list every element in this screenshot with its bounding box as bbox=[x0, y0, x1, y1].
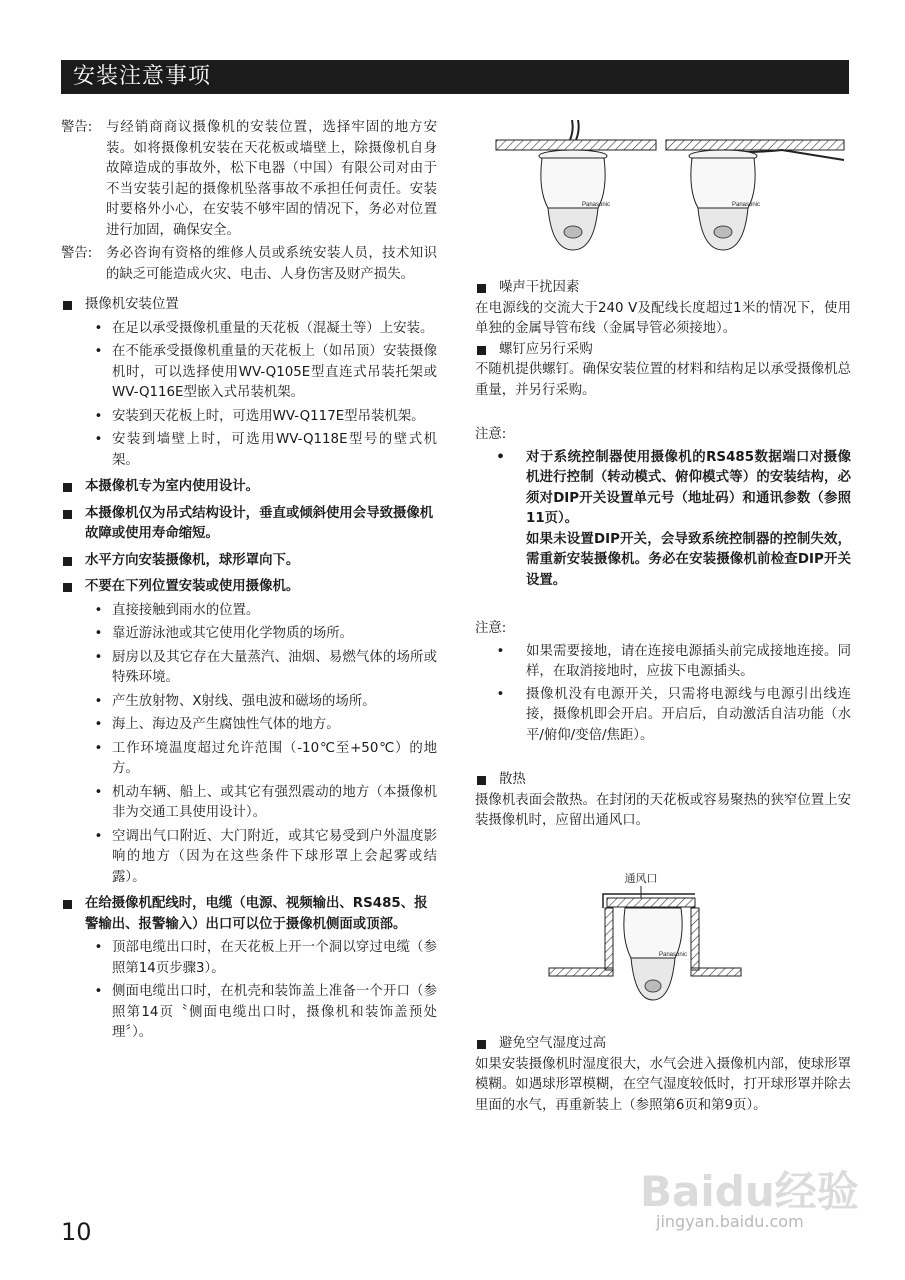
list-item-text: 直接接触到雨水的位置。 bbox=[112, 602, 260, 618]
warning-text: 与经销商商议摄像机的安装位置，选择牢固的地方安装。如将摄像机安装在天花板或墙壁上，除摄像机自身故障造成的事故外，松下电器（中国）有限公司对由于不当安装引起的摄像机坠落事故不承担任何责任。安装时要格外小心，在安装不够牢固的情况下，务必对位置进行加固，确保安全。 bbox=[106, 120, 437, 238]
warning-1 bbox=[61, 118, 437, 241]
section-heading bbox=[475, 340, 851, 361]
note-item: • 摄像机没有电源开关，只需将电源线与电源引出线连接，摄像机即会开启。开启后，自动激活自洁功能（水平/俯仰/变倍/焦距）。 bbox=[475, 685, 851, 747]
svg-text:Panasonic: Panasonic bbox=[732, 202, 761, 208]
svg-text:Baidu经验: Baidu经验 bbox=[640, 1167, 859, 1216]
section-title: 螺钉应另行采购 bbox=[499, 341, 593, 357]
warning-label: 警告: bbox=[61, 120, 93, 135]
paragraph: 在电源线的交流大于240 V及配线长度超过1米的情况下，使用单独的金属导管布线（金属导管必须接地）。 bbox=[475, 300, 851, 336]
section-title: 本摄像机仅为吊式结构设计，垂直或倾斜使用会导致摄像机故障或使用寿命缩短。 bbox=[85, 505, 434, 541]
list-item: • 安装到墙壁上时，可选用WV-Q118E型号的壁式机架。 bbox=[61, 430, 437, 471]
list-item: • 空调出气口附近、大门附近，或其它易受到户外温度影响的地方（因为在这些条件下球形罩上会起雾或结露）。 bbox=[61, 827, 437, 889]
note-text: 摄像机没有电源开关，只需将电源线与电源引出线连接，摄像机即会开启。开启后，自动激活自洁功能（水平/俯仰/变倍/焦距）。 bbox=[526, 686, 851, 743]
list-item: • 机动车辆、船上、或其它有强烈震动的地方（本摄像机非为交通工具使用设计）。 bbox=[61, 783, 437, 824]
vent-label: 通风口 bbox=[624, 872, 658, 885]
note-item: • 对于系统控制器使用摄像机的RS485数据端口对摄像机进行控制（转动模式、俯仰模式等）的安装结构，必须对DIP开关设置单元号（地址码）和通讯参数（参照11页）。 如果未设置DIP开关，会导致系统控制器的控制失效，需重新安装摄像机。务必在安装摄像机前检查DIP开关设置。 bbox=[475, 448, 851, 592]
svg-text:Panasonic: Panasonic bbox=[582, 202, 611, 208]
section-heading bbox=[475, 770, 851, 791]
square-bullet-icon bbox=[61, 551, 85, 572]
square-bullet-icon bbox=[61, 477, 85, 498]
section-title: 在给摄像机配线时，电缆（电源、视频输出、RS485、报警输出、报警输入）出口可以位于摄像机侧面或顶部。 bbox=[85, 896, 428, 932]
list-item-text: 工作环境温度超过允许范围（-10℃至+50℃）的地方。 bbox=[112, 740, 437, 776]
list-item-text: 产生放射物、X射线、强电波和磁场的场所。 bbox=[112, 693, 376, 709]
baidu-watermark-logo bbox=[640, 1150, 870, 1250]
page-title: 安装注意事项 bbox=[61, 60, 849, 94]
list-item-text: 侧面电缆出口时，在机壳和装饰盖上准备一个开口（参照第14页〝侧面电缆出口时，摄像机和装饰盖预处理〞）。 bbox=[112, 984, 437, 1040]
square-bullet-icon bbox=[475, 340, 499, 361]
square-bullet-icon bbox=[61, 504, 85, 545]
note-text: 对于系统控制器使用摄像机的RS485数据端口对摄像机进行控制（转动模式、俯仰模式等）的安装结构，必须对DIP开关设置单元号（地址码）和通讯参数（参照11页）。 bbox=[526, 449, 851, 526]
list-item-text: 安装到天花板上时，可选用WV-Q117E型吊装机架。 bbox=[112, 408, 425, 424]
section-heading bbox=[61, 504, 437, 545]
section-heading bbox=[61, 577, 437, 598]
list-item-text: 在不能承受摄像机重量的天花板上（如吊顶）安装摄像机时，可以选择使用WV-Q105E型直连式吊装托架或WV-Q116E型嵌入式吊装机架。 bbox=[112, 344, 437, 400]
list-item: • 海上、海边及产生腐蚀性气体的地方。 bbox=[61, 715, 437, 736]
paragraph: 不随机提供螺钉。确保安装位置的材料和结构足以承受摄像机总重量，并另行采购。 bbox=[475, 362, 851, 398]
square-bullet-icon bbox=[475, 770, 499, 791]
svg-text:Panasonic: Panasonic bbox=[659, 952, 688, 958]
section-title: 避免空气湿度过高 bbox=[499, 1036, 607, 1051]
section-heading bbox=[475, 278, 851, 299]
section-title: 本摄像机专为室内使用设计。 bbox=[85, 479, 260, 494]
list-item: • 安装到天花板上时，可选用WV-Q117E型吊装机架。 bbox=[61, 407, 437, 428]
list-item-text: 机动车辆、船上、或其它有强烈震动的地方（本摄像机非为交通工具使用设计）。 bbox=[112, 784, 437, 820]
ceiling-mount-illustration bbox=[492, 120, 848, 260]
section-title: 摄像机安装位置 bbox=[85, 297, 179, 312]
section-heading bbox=[61, 551, 437, 572]
section-title: 不要在下列位置安装或使用摄像机。 bbox=[85, 579, 300, 594]
square-bullet-icon bbox=[61, 894, 85, 935]
warning-label: 警告: bbox=[61, 246, 93, 261]
square-bullet-icon bbox=[475, 1034, 499, 1055]
dome-camera-right bbox=[689, 150, 760, 250]
vent-illustration bbox=[545, 868, 745, 1008]
note-label: 注意: bbox=[475, 621, 507, 636]
paragraph: 摄像机表面会散热。在封闭的天花板或容易聚热的狭窄位置上安装摄像机时，应留出通风口。 bbox=[475, 792, 851, 828]
section-heading bbox=[61, 295, 437, 316]
note-label: 注意: bbox=[475, 427, 507, 442]
right-column bbox=[475, 278, 851, 832]
note-text: 如果未设置DIP开关，会导致系统控制器的控制失效，需重新安装摄像机。务必在安装摄像机前检查DIP开关设置。 bbox=[526, 531, 851, 588]
note-text: 如果需要接地，请在连接电源插头前完成接地连接。同样，在取消接地时，应拔下电源插头。 bbox=[526, 643, 851, 679]
list-item: • 侧面电缆出口时，在机壳和装饰盖上准备一个开口（参照第14页〝侧面电缆出口时，摄像机和装饰盖预处理〞）。 bbox=[61, 982, 437, 1044]
list-item-text: 在足以承受摄像机重量的天花板（混凝土等）上安装。 bbox=[112, 320, 434, 336]
square-bullet-icon bbox=[61, 577, 85, 598]
list-item: • 产生放射物、X射线、强电波和磁场的场所。 bbox=[61, 692, 437, 713]
dome-camera-left bbox=[539, 150, 610, 250]
list-item-text: 安装到墙壁上时，可选用WV-Q118E型号的壁式机架。 bbox=[112, 432, 437, 468]
list-item-text: 空调出气口附近、大门附近，或其它易受到户外温度影响的地方（因为在这些条件下球形罩上会起雾或结露）。 bbox=[112, 828, 437, 885]
warning-2 bbox=[61, 244, 437, 285]
list-item-text: 海上、海边及产生腐蚀性气体的地方。 bbox=[112, 717, 340, 732]
humidity-section bbox=[475, 1034, 851, 1116]
list-item: • 厨房以及其它存在大量蒸汽、油烟、易燃气体的场所或特殊环境。 bbox=[61, 648, 437, 689]
list-item: • 直接接触到雨水的位置。 bbox=[61, 601, 437, 622]
page-number: 10 bbox=[61, 1218, 92, 1246]
list-item: • 顶部电缆出口时，在天花板上开一个洞以穿过电缆（参照第14页步骤3）。 bbox=[61, 938, 437, 979]
dome-camera bbox=[624, 908, 687, 1000]
watermark-url: jingyan.baidu.com bbox=[656, 1212, 804, 1231]
list-item: • 靠近游泳池或其它使用化学物质的场所。 bbox=[61, 624, 437, 645]
list-item: • 工作环境温度超过允许范围（-10℃至+50℃）的地方。 bbox=[61, 739, 437, 780]
square-bullet-icon bbox=[475, 278, 499, 299]
list-item: • 在足以承受摄像机重量的天花板（混凝土等）上安装。 bbox=[61, 319, 437, 340]
section-heading bbox=[61, 894, 437, 935]
section-title: 水平方向安装摄像机，球形罩向下。 bbox=[85, 552, 300, 568]
list-item-text: 厨房以及其它存在大量蒸汽、油烟、易燃气体的场所或特殊环境。 bbox=[112, 649, 437, 685]
paragraph: 如果安装摄像机时湿度很大，水气会进入摄像机内部，使球形罩模糊。如遇球形罩模糊，在空气湿度较低时，打开球形罩并除去里面的水气，再重新装上（参照第6页和第9页）。 bbox=[475, 1056, 851, 1113]
list-item: • 在不能承受摄像机重量的天花板上（如吊顶）安装摄像机时，可以选择使用WV-Q105E型直连式吊装托架或WV-Q116E型嵌入式吊装机架。 bbox=[61, 342, 437, 404]
section-title: 散热 bbox=[499, 772, 526, 787]
section-heading bbox=[61, 477, 437, 498]
list-item-text: 靠近游泳池或其它使用化学物质的场所。 bbox=[112, 626, 354, 641]
warning-text: 务必咨询有资格的维修人员或系统安装人员，技术知识的缺乏可能造成火灾、电击、人身伤害及财产损失。 bbox=[106, 246, 437, 282]
section-heading bbox=[475, 1034, 851, 1055]
square-bullet-icon bbox=[61, 295, 85, 316]
left-column bbox=[61, 118, 437, 1044]
section-title: 噪声干扰因素 bbox=[499, 280, 580, 295]
list-item-text: 顶部电缆出口时，在天花板上开一个洞以穿过电缆（参照第14页步骤3）。 bbox=[112, 940, 437, 976]
note-item: • 如果需要接地，请在连接电源插头前完成接地连接。同样，在取消接地时，应拔下电源插头。 bbox=[475, 642, 851, 683]
